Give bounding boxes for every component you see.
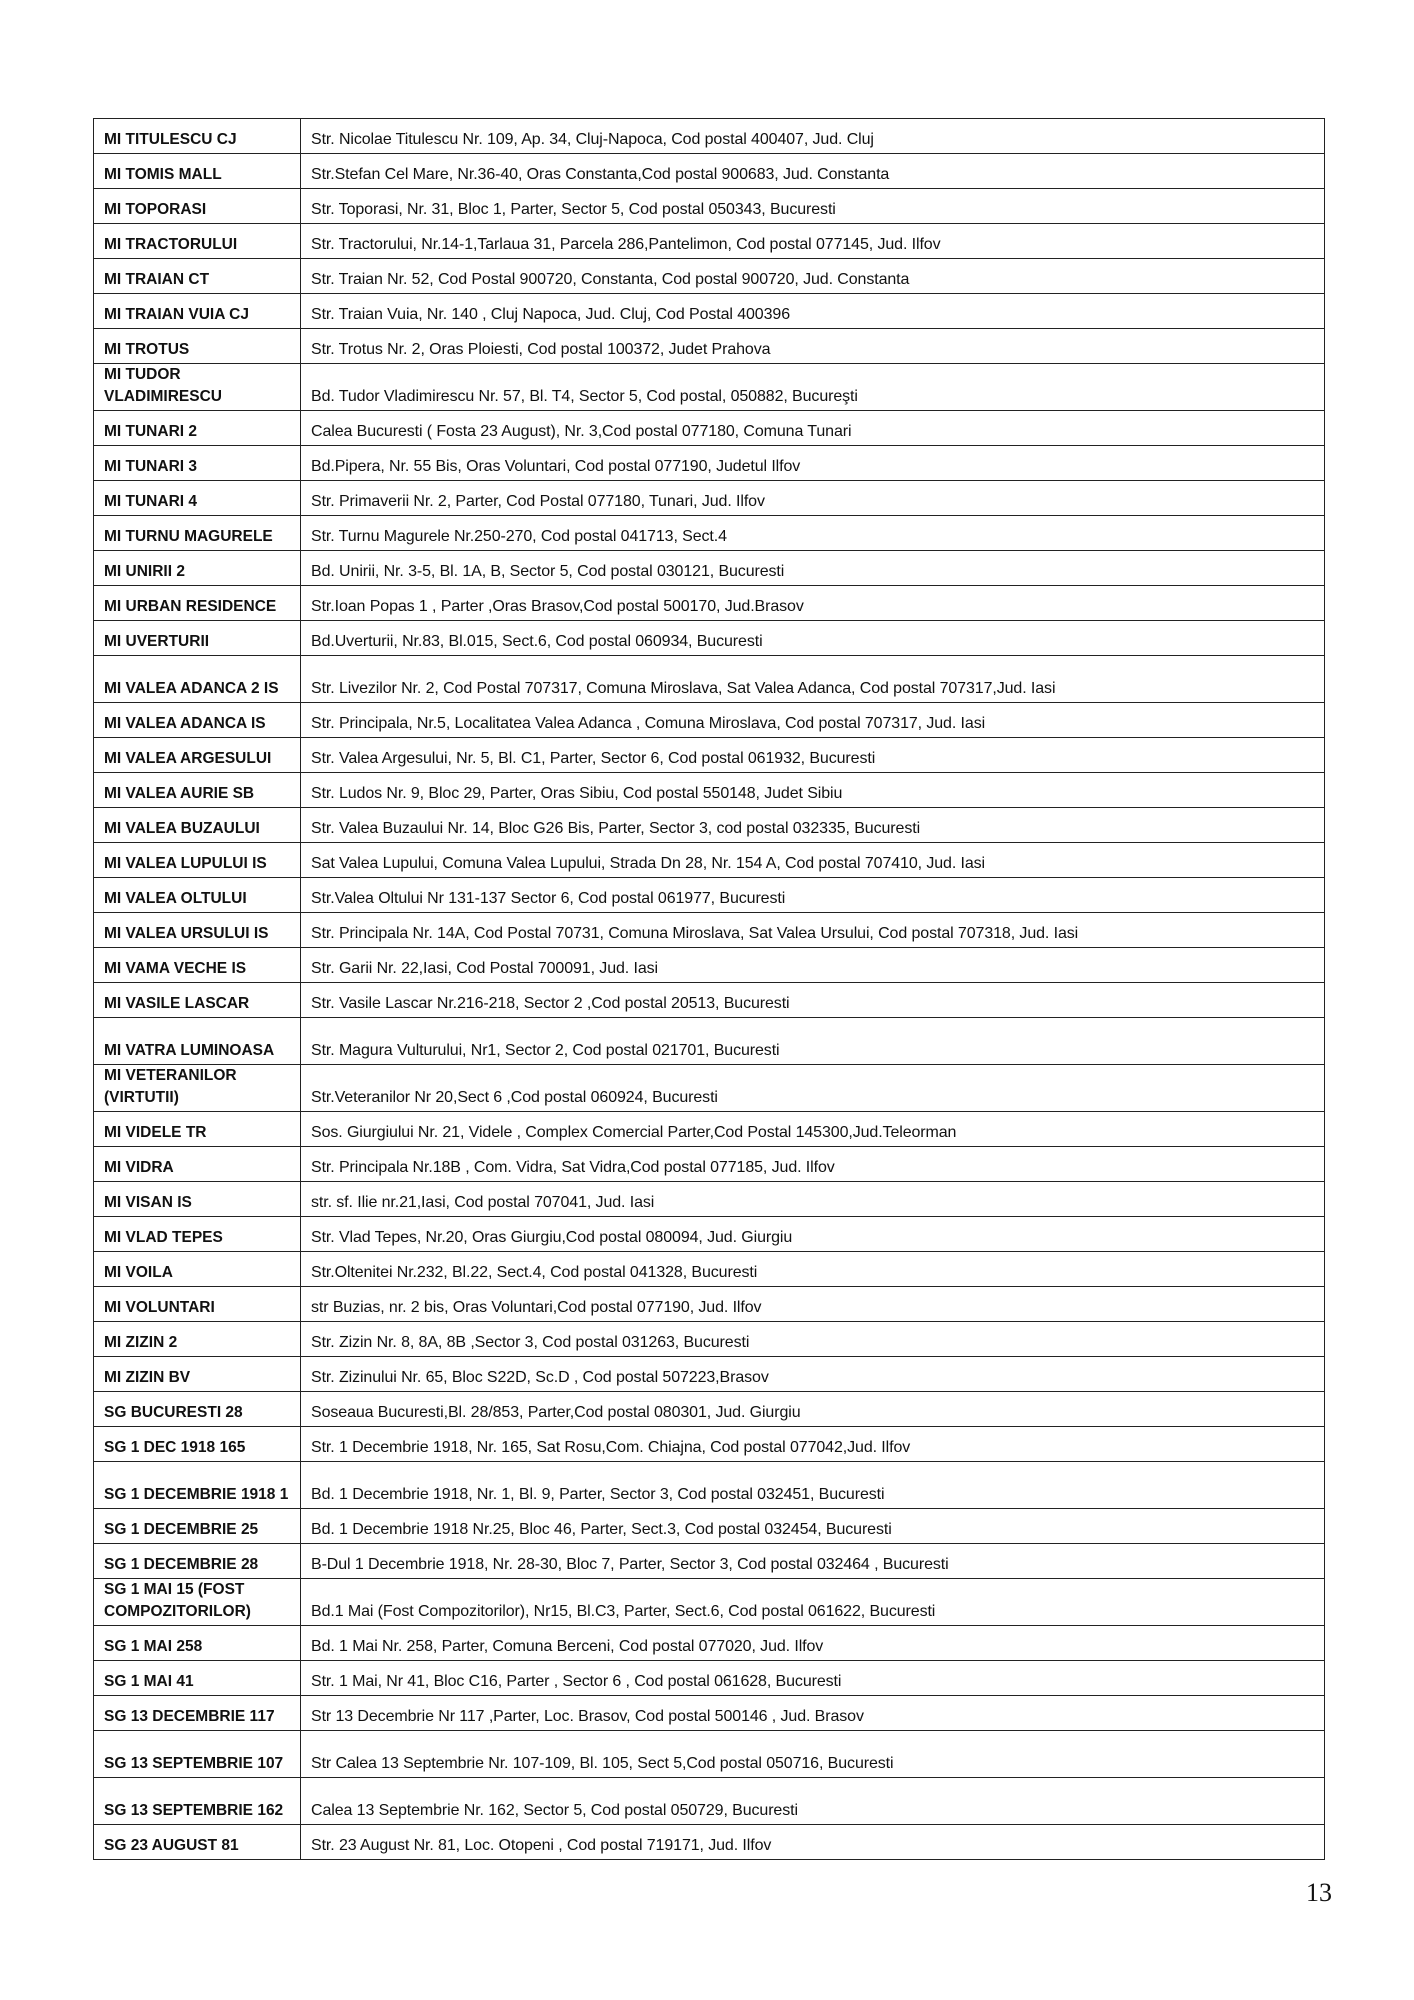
table-row: [94, 551, 1325, 586]
store-name: MI VAMA VECHE IS: [94, 948, 301, 983]
store-address: Str. Nicolae Titulescu Nr. 109, Ap. 34, Cluj-Napoca, Cod postal 400407, Jud. Cluj: [301, 119, 1325, 154]
table-row: [94, 1509, 1325, 1544]
store-address: Str.Veteranilor Nr 20,Sect 6 ,Cod postal 060924, Bucuresti: [301, 1065, 1325, 1112]
table-row: [94, 621, 1325, 656]
store-name: SG 13 DECEMBRIE 117: [94, 1696, 301, 1731]
store-address: Sos. Giurgiului Nr. 21, Videle , Complex Comercial Parter,Cod Postal 145300,Jud.Teleorman: [301, 1112, 1325, 1147]
store-name: SG 13 SEPTEMBRIE 162: [94, 1778, 301, 1825]
store-address: Str. Traian Vuia, Nr. 140 , Cluj Napoca, Jud. Cluj, Cod Postal 400396: [301, 294, 1325, 329]
table-row: [94, 1322, 1325, 1357]
store-address: Str Calea 13 Septembrie Nr. 107-109, Bl. 105, Sect 5,Cod postal 050716, Bucuresti: [301, 1731, 1325, 1778]
store-address: Str. Traian Nr. 52, Cod Postal 900720, Constanta, Cod postal 900720, Jud. Constanta: [301, 259, 1325, 294]
store-address-table: [93, 118, 1325, 1860]
store-name: MI VALEA ADANCA 2 IS: [94, 656, 301, 703]
store-address-table-body: [94, 119, 1325, 1860]
store-name: MI UNIRII 2: [94, 551, 301, 586]
table-row: [94, 1217, 1325, 1252]
store-name: MI VALEA URSULUI IS: [94, 913, 301, 948]
store-name: MI VIDRA: [94, 1147, 301, 1182]
store-name: MI TUNARI 3: [94, 446, 301, 481]
store-name: SG 1 MAI 15 (FOST COMPOZITORILOR): [94, 1579, 301, 1626]
store-name: MI VALEA AURIE SB: [94, 773, 301, 808]
store-name: MI TOMIS MALL: [94, 154, 301, 189]
store-name: MI TRAIAN CT: [94, 259, 301, 294]
store-address: Str. 1 Mai, Nr 41, Bloc C16, Parter , Sector 6 , Cod postal 061628, Bucuresti: [301, 1661, 1325, 1696]
store-address: str Buzias, nr. 2 bis, Oras Voluntari,Cod postal 077190, Jud. Ilfov: [301, 1287, 1325, 1322]
store-address: Bd. Tudor Vladimirescu Nr. 57, Bl. T4, Sector 5, Cod postal, 050882, Bucureşti: [301, 364, 1325, 411]
store-name: MI TITULESCU CJ: [94, 119, 301, 154]
store-address: Str. Vlad Tepes, Nr.20, Oras Giurgiu,Cod postal 080094, Jud. Giurgiu: [301, 1217, 1325, 1252]
table-row: [94, 1182, 1325, 1217]
store-address: Bd. 1 Mai Nr. 258, Parter, Comuna Berceni, Cod postal 077020, Jud. Ilfov: [301, 1626, 1325, 1661]
store-name: MI VATRA LUMINOASA: [94, 1018, 301, 1065]
store-name: MI VOILA: [94, 1252, 301, 1287]
store-name: MI ZIZIN 2: [94, 1322, 301, 1357]
table-row: [94, 586, 1325, 621]
table-row: [94, 1427, 1325, 1462]
store-address: Calea 13 Septembrie Nr. 162, Sector 5, Cod postal 050729, Bucuresti: [301, 1778, 1325, 1825]
store-address: Str. Zizin Nr. 8, 8A, 8B ,Sector 3, Cod postal 031263, Bucuresti: [301, 1322, 1325, 1357]
store-name: MI URBAN RESIDENCE: [94, 586, 301, 621]
store-address: Soseaua Bucuresti,Bl. 28/853, Parter,Cod postal 080301, Jud. Giurgiu: [301, 1392, 1325, 1427]
store-address: Str. Primaverii Nr. 2, Parter, Cod Postal 077180, Tunari, Jud. Ilfov: [301, 481, 1325, 516]
table-row: [94, 878, 1325, 913]
table-row: [94, 294, 1325, 329]
store-name: MI VISAN IS: [94, 1182, 301, 1217]
store-address: Str. Turnu Magurele Nr.250-270, Cod postal 041713, Sect.4: [301, 516, 1325, 551]
store-address: Bd.Uverturii, Nr.83, Bl.015, Sect.6, Cod postal 060934, Bucuresti: [301, 621, 1325, 656]
store-name: SG 13 SEPTEMBRIE 107: [94, 1731, 301, 1778]
table-row: [94, 1252, 1325, 1287]
table-row: [94, 656, 1325, 703]
store-address: Str.Ioan Popas 1 , Parter ,Oras Brasov,Cod postal 500170, Jud.Brasov: [301, 586, 1325, 621]
store-address: Str. 23 August Nr. 81, Loc. Otopeni , Cod postal 719171, Jud. Ilfov: [301, 1825, 1325, 1860]
table-row: [94, 1696, 1325, 1731]
store-address: Str. 1 Decembrie 1918, Nr. 165, Sat Rosu,Com. Chiajna, Cod postal 077042,Jud. Ilfov: [301, 1427, 1325, 1462]
store-address: Bd. 1 Decembrie 1918, Nr. 1, Bl. 9, Parter, Sector 3, Cod postal 032451, Bucuresti: [301, 1462, 1325, 1509]
table-row: [94, 913, 1325, 948]
store-name: SG 1 DECEMBRIE 25: [94, 1509, 301, 1544]
store-address: Str. Livezilor Nr. 2, Cod Postal 707317, Comuna Miroslava, Sat Valea Adanca, Cod postal 707317,Jud. Iasi: [301, 656, 1325, 703]
store-address: Str. Valea Buzaului Nr. 14, Bloc G26 Bis, Parter, Sector 3, cod postal 032335, Bucuresti: [301, 808, 1325, 843]
store-name: MI VALEA LUPULUI IS: [94, 843, 301, 878]
table-row: [94, 119, 1325, 154]
table-row: [94, 1544, 1325, 1579]
store-name: SG 23 AUGUST 81: [94, 1825, 301, 1860]
store-address: Str. Principala Nr.18B , Com. Vidra, Sat Vidra,Cod postal 077185, Jud. Ilfov: [301, 1147, 1325, 1182]
store-name: MI VALEA ARGESULUI: [94, 738, 301, 773]
table-row: [94, 1357, 1325, 1392]
store-address: Str. Principala Nr. 14A, Cod Postal 70731, Comuna Miroslava, Sat Valea Ursului, Cod postal 707318, Jud. Iasi: [301, 913, 1325, 948]
table-row: [94, 1778, 1325, 1825]
store-address: Str. Zizinului Nr. 65, Bloc S22D, Sc.D , Cod postal 507223,Brasov: [301, 1357, 1325, 1392]
table-row: [94, 189, 1325, 224]
store-name: SG 1 MAI 258: [94, 1626, 301, 1661]
store-name: MI TROTUS: [94, 329, 301, 364]
store-name: SG 1 DECEMBRIE 28: [94, 1544, 301, 1579]
store-name: MI TRACTORULUI: [94, 224, 301, 259]
table-row: [94, 983, 1325, 1018]
store-name: MI UVERTURII: [94, 621, 301, 656]
store-name: MI TRAIAN VUIA CJ: [94, 294, 301, 329]
table-row: [94, 516, 1325, 551]
store-address: Str. Vasile Lascar Nr.216-218, Sector 2 ,Cod postal 20513, Bucuresti: [301, 983, 1325, 1018]
table-row: [94, 154, 1325, 189]
table-row: [94, 446, 1325, 481]
store-address: Str.Oltenitei Nr.232, Bl.22, Sect.4, Cod postal 041328, Bucuresti: [301, 1252, 1325, 1287]
store-name: MI VALEA BUZAULUI: [94, 808, 301, 843]
table-row: [94, 948, 1325, 983]
table-row: [94, 1287, 1325, 1322]
store-address: B-Dul 1 Decembrie 1918, Nr. 28-30, Bloc 7, Parter, Sector 3, Cod postal 032464 , Bucuresti: [301, 1544, 1325, 1579]
table-row: [94, 1579, 1325, 1626]
store-name: MI VOLUNTARI: [94, 1287, 301, 1322]
table-row: [94, 1731, 1325, 1778]
table-row: [94, 1661, 1325, 1696]
store-address: Str. Magura Vulturului, Nr1, Sector 2, Cod postal 021701, Bucuresti: [301, 1018, 1325, 1065]
store-address: Str. Garii Nr. 22,Iasi, Cod Postal 700091, Jud. Iasi: [301, 948, 1325, 983]
store-address: Str. Ludos Nr. 9, Bloc 29, Parter, Oras Sibiu, Cod postal 550148, Judet Sibiu: [301, 773, 1325, 808]
table-row: [94, 1065, 1325, 1112]
store-address: str. sf. Ilie nr.21,Iasi, Cod postal 707041, Jud. Iasi: [301, 1182, 1325, 1217]
store-name: MI TURNU MAGURELE: [94, 516, 301, 551]
store-address: Str. Toporasi, Nr. 31, Bloc 1, Parter, Sector 5, Cod postal 050343, Bucuresti: [301, 189, 1325, 224]
table-row: [94, 1392, 1325, 1427]
table-row: [94, 843, 1325, 878]
table-row: [94, 1825, 1325, 1860]
store-address: Str. Trotus Nr. 2, Oras Ploiesti, Cod postal 100372, Judet Prahova: [301, 329, 1325, 364]
store-name: SG BUCURESTI 28: [94, 1392, 301, 1427]
store-name: SG 1 MAI 41: [94, 1661, 301, 1696]
table-row: [94, 1018, 1325, 1065]
page-number: 13: [1306, 1878, 1332, 1907]
store-address: Str. Tractorului, Nr.14-1,Tarlaua 31, Parcela 286,Pantelimon, Cod postal 077145, Jud. Ilfov: [301, 224, 1325, 259]
store-name: MI TOPORASI: [94, 189, 301, 224]
table-row: [94, 1147, 1325, 1182]
store-address: Sat Valea Lupului, Comuna Valea Lupului, Strada Dn 28, Nr. 154 A, Cod postal 707410, Jud. Iasi: [301, 843, 1325, 878]
store-name: SG 1 DECEMBRIE 1918 1: [94, 1462, 301, 1509]
store-address: Str. Principala, Nr.5, Localitatea Valea Adanca , Comuna Miroslava, Cod postal 707317, Jud. Iasi: [301, 703, 1325, 738]
store-name: MI TUNARI 2: [94, 411, 301, 446]
table-row: [94, 364, 1325, 411]
store-name: MI ZIZIN BV: [94, 1357, 301, 1392]
store-name: MI VALEA OLTULUI: [94, 878, 301, 913]
table-row: [94, 703, 1325, 738]
store-name: MI VETERANILOR (VIRTUTII): [94, 1065, 301, 1112]
store-address: Str.Stefan Cel Mare, Nr.36-40, Oras Constanta,Cod postal 900683, Jud. Constanta: [301, 154, 1325, 189]
store-name: SG 1 DEC 1918 165: [94, 1427, 301, 1462]
table-row: [94, 481, 1325, 516]
table-row: [94, 411, 1325, 446]
table-row: [94, 259, 1325, 294]
store-address: Calea Bucuresti ( Fosta 23 August), Nr. 3,Cod postal 077180, Comuna Tunari: [301, 411, 1325, 446]
table-row: [94, 1626, 1325, 1661]
table-row: [94, 808, 1325, 843]
store-address: Str. Valea Argesului, Nr. 5, Bl. C1, Parter, Sector 6, Cod postal 061932, Bucuresti: [301, 738, 1325, 773]
table-row: [94, 773, 1325, 808]
table-row: [94, 1462, 1325, 1509]
store-address: Bd.1 Mai (Fost Compozitorilor), Nr15, Bl.C3, Parter, Sect.6, Cod postal 061622, Bucuresti: [301, 1579, 1325, 1626]
store-name: MI TUNARI 4: [94, 481, 301, 516]
table-row: [94, 329, 1325, 364]
table-row: [94, 738, 1325, 773]
store-name: MI TUDOR VLADIMIRESCU: [94, 364, 301, 411]
table-row: [94, 1112, 1325, 1147]
store-address: Bd. 1 Decembrie 1918 Nr.25, Bloc 46, Parter, Sect.3, Cod postal 032454, Bucuresti: [301, 1509, 1325, 1544]
store-address: Str.Valea Oltului Nr 131-137 Sector 6, Cod postal 061977, Bucuresti: [301, 878, 1325, 913]
store-name: MI VASILE LASCAR: [94, 983, 301, 1018]
store-name: MI VIDELE TR: [94, 1112, 301, 1147]
store-name: MI VALEA ADANCA IS: [94, 703, 301, 738]
store-address: Str 13 Decembrie Nr 117 ,Parter, Loc. Brasov, Cod postal 500146 , Jud. Brasov: [301, 1696, 1325, 1731]
store-address: Bd.Pipera, Nr. 55 Bis, Oras Voluntari, Cod postal 077190, Judetul Ilfov: [301, 446, 1325, 481]
table-row: [94, 224, 1325, 259]
store-name: MI VLAD TEPES: [94, 1217, 301, 1252]
store-address: Bd. Unirii, Nr. 3-5, Bl. 1A, B, Sector 5, Cod postal 030121, Bucuresti: [301, 551, 1325, 586]
